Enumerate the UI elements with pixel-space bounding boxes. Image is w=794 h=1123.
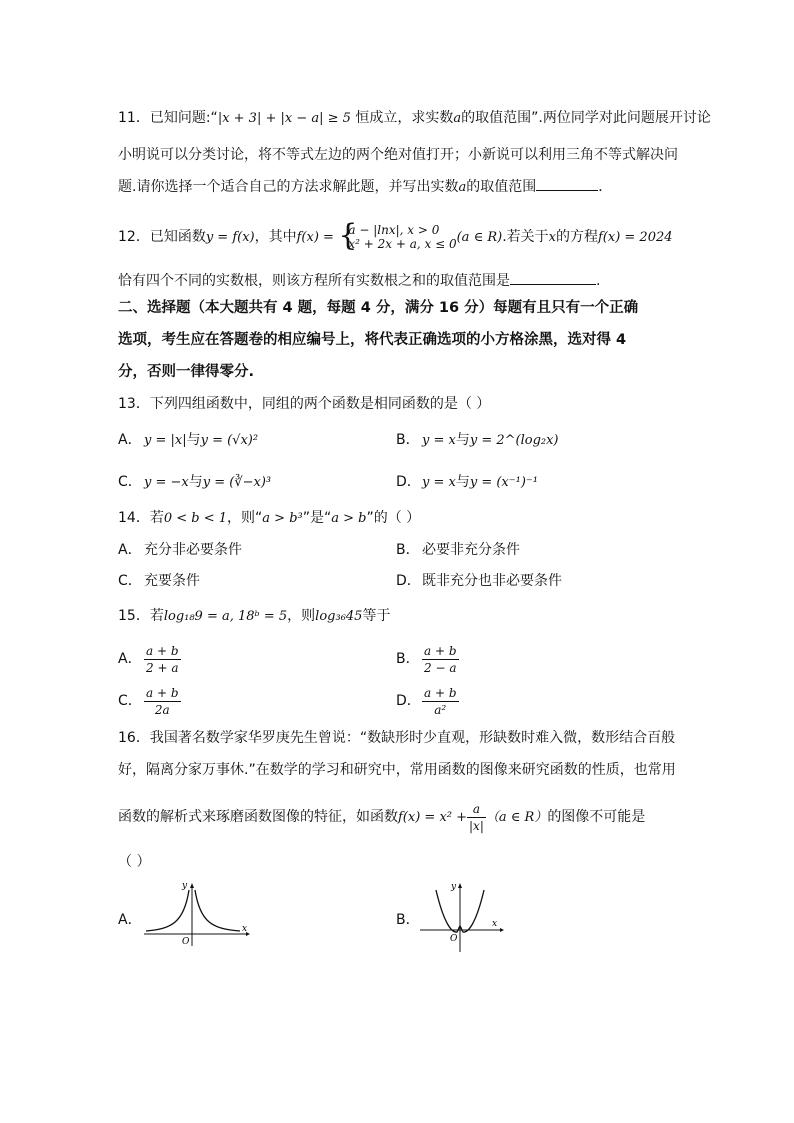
q11-line3	[118, 176, 688, 198]
q15-condition: log₁₈9 = a, 18ᵇ = 5	[163, 609, 288, 624]
q12-text: 已知函数	[149, 229, 206, 245]
fraction-numerator: a	[467, 801, 486, 818]
curve-right	[195, 890, 240, 931]
option-label: A．	[118, 651, 142, 667]
option-label: C．	[118, 573, 142, 589]
option-f2: y = 2^(log₂x)	[469, 433, 559, 448]
q15-text: 15．若	[118, 608, 164, 624]
curve-right	[460, 890, 484, 932]
q16-line1: 16．我国著名数学家华罗庚先生曾说：“数缺形时少直观，形缺数时难入微，数形结合百般	[118, 730, 676, 746]
x-axis-arrow-icon	[500, 928, 504, 932]
q14-option-b[interactable]	[396, 540, 520, 560]
q12-domain: (a ∈ R)	[456, 230, 503, 245]
q11-number: 11．	[118, 110, 150, 126]
option-text: 既非充分也非必要条件	[422, 573, 562, 589]
option-label: A．	[118, 432, 142, 448]
option-mid: 与	[186, 432, 201, 448]
q12-text: .	[596, 273, 601, 289]
q15-option-d[interactable]	[396, 684, 459, 718]
fraction	[467, 801, 486, 834]
q14-condition: 0 < b < 1	[163, 511, 228, 526]
fraction-numerator: a + b	[424, 685, 457, 700]
option-label: D．	[396, 573, 421, 589]
curve-left	[146, 890, 189, 931]
q16-domain: （a ∈ R）	[485, 810, 548, 825]
q14-stem	[118, 508, 688, 529]
section2-heading-line2: 选项，考生应在答题卷的相应编号上，将代表正确选项的小方格涂黑，选对得 4	[118, 332, 627, 348]
fraction-denominator: 2a	[154, 702, 170, 717]
variable-x: x	[548, 230, 556, 245]
fraction-numerator: a + b	[146, 643, 179, 658]
q16-text: 的图像不可能是	[547, 809, 646, 825]
section2-heading-line3: 分，否则一律得零分.	[118, 364, 255, 380]
q15-target: log₃₆45	[315, 609, 363, 624]
option-label: A．	[118, 542, 142, 558]
q11-text: 题.请你选择一个适合自己的方法求解此题，并写出实数	[118, 179, 459, 195]
q15-text: ，则	[287, 608, 316, 624]
origin-label: O	[450, 934, 458, 944]
option-f2: y = (√x)²	[200, 433, 259, 448]
answer-blank[interactable]	[536, 176, 598, 191]
q11-text: 已知问题:“	[149, 110, 218, 126]
fraction-numerator: a + b	[146, 685, 179, 700]
piecewise-function	[338, 218, 457, 253]
q12-fx: f(x) =	[296, 230, 334, 245]
q12-text: 恰有四个不同的实数根，则该方程所有实数根之和的取值范围是	[118, 273, 510, 289]
origin-label: O	[182, 937, 190, 947]
q14-text: 14．若	[118, 510, 164, 526]
option-f1: y = x	[422, 475, 456, 490]
q11-text: 恒成立，求实数	[350, 110, 454, 126]
q14-text: ，则“	[227, 510, 263, 526]
q13-option-c[interactable]	[118, 472, 271, 493]
brace-icon: {	[338, 218, 358, 253]
fraction-denominator: a²	[434, 702, 447, 717]
curve-left	[436, 890, 460, 932]
q12-equation: f(x) = 2024	[597, 230, 673, 245]
y-axis-label: y	[182, 882, 188, 891]
option-text: 充分非必要条件	[144, 542, 242, 558]
y-axis-label: y	[451, 882, 457, 892]
q16-line3	[118, 800, 688, 834]
fraction	[144, 685, 181, 718]
q11-line1	[118, 108, 711, 129]
q16-paren: （ ）	[118, 854, 151, 870]
fraction-numerator: a + b	[424, 643, 457, 658]
q14-q: a > b	[331, 511, 367, 526]
option-f1: y = −x	[144, 475, 189, 490]
option-f2: y = (x⁻¹)⁻¹	[469, 475, 538, 490]
q16-graph-a[interactable]	[142, 882, 250, 948]
option-label: B．	[396, 651, 420, 667]
option-label: D．	[396, 693, 421, 709]
option-f2: y = (∛−x)³	[202, 475, 272, 490]
piecewise-case-2: x² + 2x + a, x ≤ 0	[348, 237, 457, 251]
q14-option-c[interactable]	[118, 571, 200, 591]
option-label: C．	[118, 474, 142, 490]
piecewise-case-1: a − |lnx|, x > 0	[348, 223, 440, 237]
fraction	[144, 643, 181, 676]
q12-text: .若关于	[502, 229, 549, 245]
option-mid: 与	[188, 474, 203, 490]
q16-function: f(x) = x² +	[398, 810, 468, 825]
q14-text: ”的（ ）	[366, 510, 421, 526]
q12-number: 12．	[118, 229, 150, 245]
variable-a: a	[453, 111, 462, 126]
q15-option-a[interactable]	[118, 642, 181, 676]
q15-option-b[interactable]	[396, 642, 459, 676]
option-label: B．	[396, 542, 420, 558]
q16-line2: 好，隔离分家万事休.”在数学的学习和研究中，常用函数的图像来研究函数的性质，也常用	[118, 762, 676, 778]
option-mid: 与	[455, 432, 470, 448]
y-axis-arrow-icon	[458, 883, 462, 888]
q12-line1	[118, 218, 688, 253]
variable-a: a	[458, 180, 467, 195]
q12-text: 的方程	[555, 229, 598, 245]
q16-option-b-label[interactable]: B．	[396, 912, 420, 928]
q14-option-d[interactable]	[396, 571, 562, 591]
q12-text: ，其中	[254, 229, 297, 245]
option-f1: y = x	[422, 433, 456, 448]
q15-stem	[118, 606, 688, 627]
option-text: 必要非充分条件	[422, 542, 520, 558]
q14-option-a[interactable]	[118, 540, 242, 560]
q13-option-a[interactable]	[118, 430, 258, 451]
q14-p: a > b³	[262, 511, 303, 526]
q13-option-b[interactable]	[396, 430, 559, 451]
x-axis-label: x	[242, 924, 248, 934]
q11-inequality: |x + 3| + |x − a| ≥ 5	[217, 111, 351, 126]
fraction	[422, 643, 459, 676]
q11-text: 的取值范围	[466, 179, 537, 195]
q13-stem: 13．下列四组函数中，同组的两个函数是相同函数的是（ ）	[118, 396, 491, 412]
q14-text: ”是“	[302, 510, 332, 526]
q11-line2: 小明说可以分类讨论，将不等式左边的两个绝对值打开；小新说可以利用三角不等式解决问	[118, 147, 678, 163]
q12-line2	[118, 270, 688, 291]
q15-option-c[interactable]	[118, 684, 181, 718]
q15-text: 等于	[362, 608, 391, 624]
option-text: 充要条件	[144, 573, 200, 589]
answer-blank[interactable]	[510, 270, 596, 285]
q13-option-d[interactable]	[396, 472, 538, 493]
x-axis-label: x	[492, 919, 498, 929]
section2-heading-line1: 二、选择题（本大题共有 4 题，每题 4 分，满分 16 分）每题有且只有一个正确	[118, 300, 639, 316]
fraction	[422, 685, 459, 718]
fraction-denominator: 2 + a	[146, 660, 179, 675]
q16-text: 函数的解析式来琢磨函数图像的特征，如函数	[118, 809, 398, 825]
option-label: D．	[396, 474, 421, 490]
option-f1: y = |x|	[144, 433, 187, 448]
y-axis-arrow-icon	[190, 883, 194, 888]
option-label: B．	[396, 432, 420, 448]
q16-graph-b[interactable]	[418, 880, 504, 954]
fraction-denominator: |x|	[469, 818, 484, 833]
q11-text: ．	[598, 179, 613, 195]
q11-text: 的取值范围”.两位同学对此问题展开讨论	[461, 110, 711, 126]
option-mid: 与	[455, 474, 470, 490]
q16-option-a-label[interactable]: A．	[118, 912, 142, 928]
fraction-denominator: 2 − a	[424, 660, 457, 675]
option-label: C．	[118, 693, 142, 709]
q12-function: y = f(x)	[205, 230, 255, 245]
